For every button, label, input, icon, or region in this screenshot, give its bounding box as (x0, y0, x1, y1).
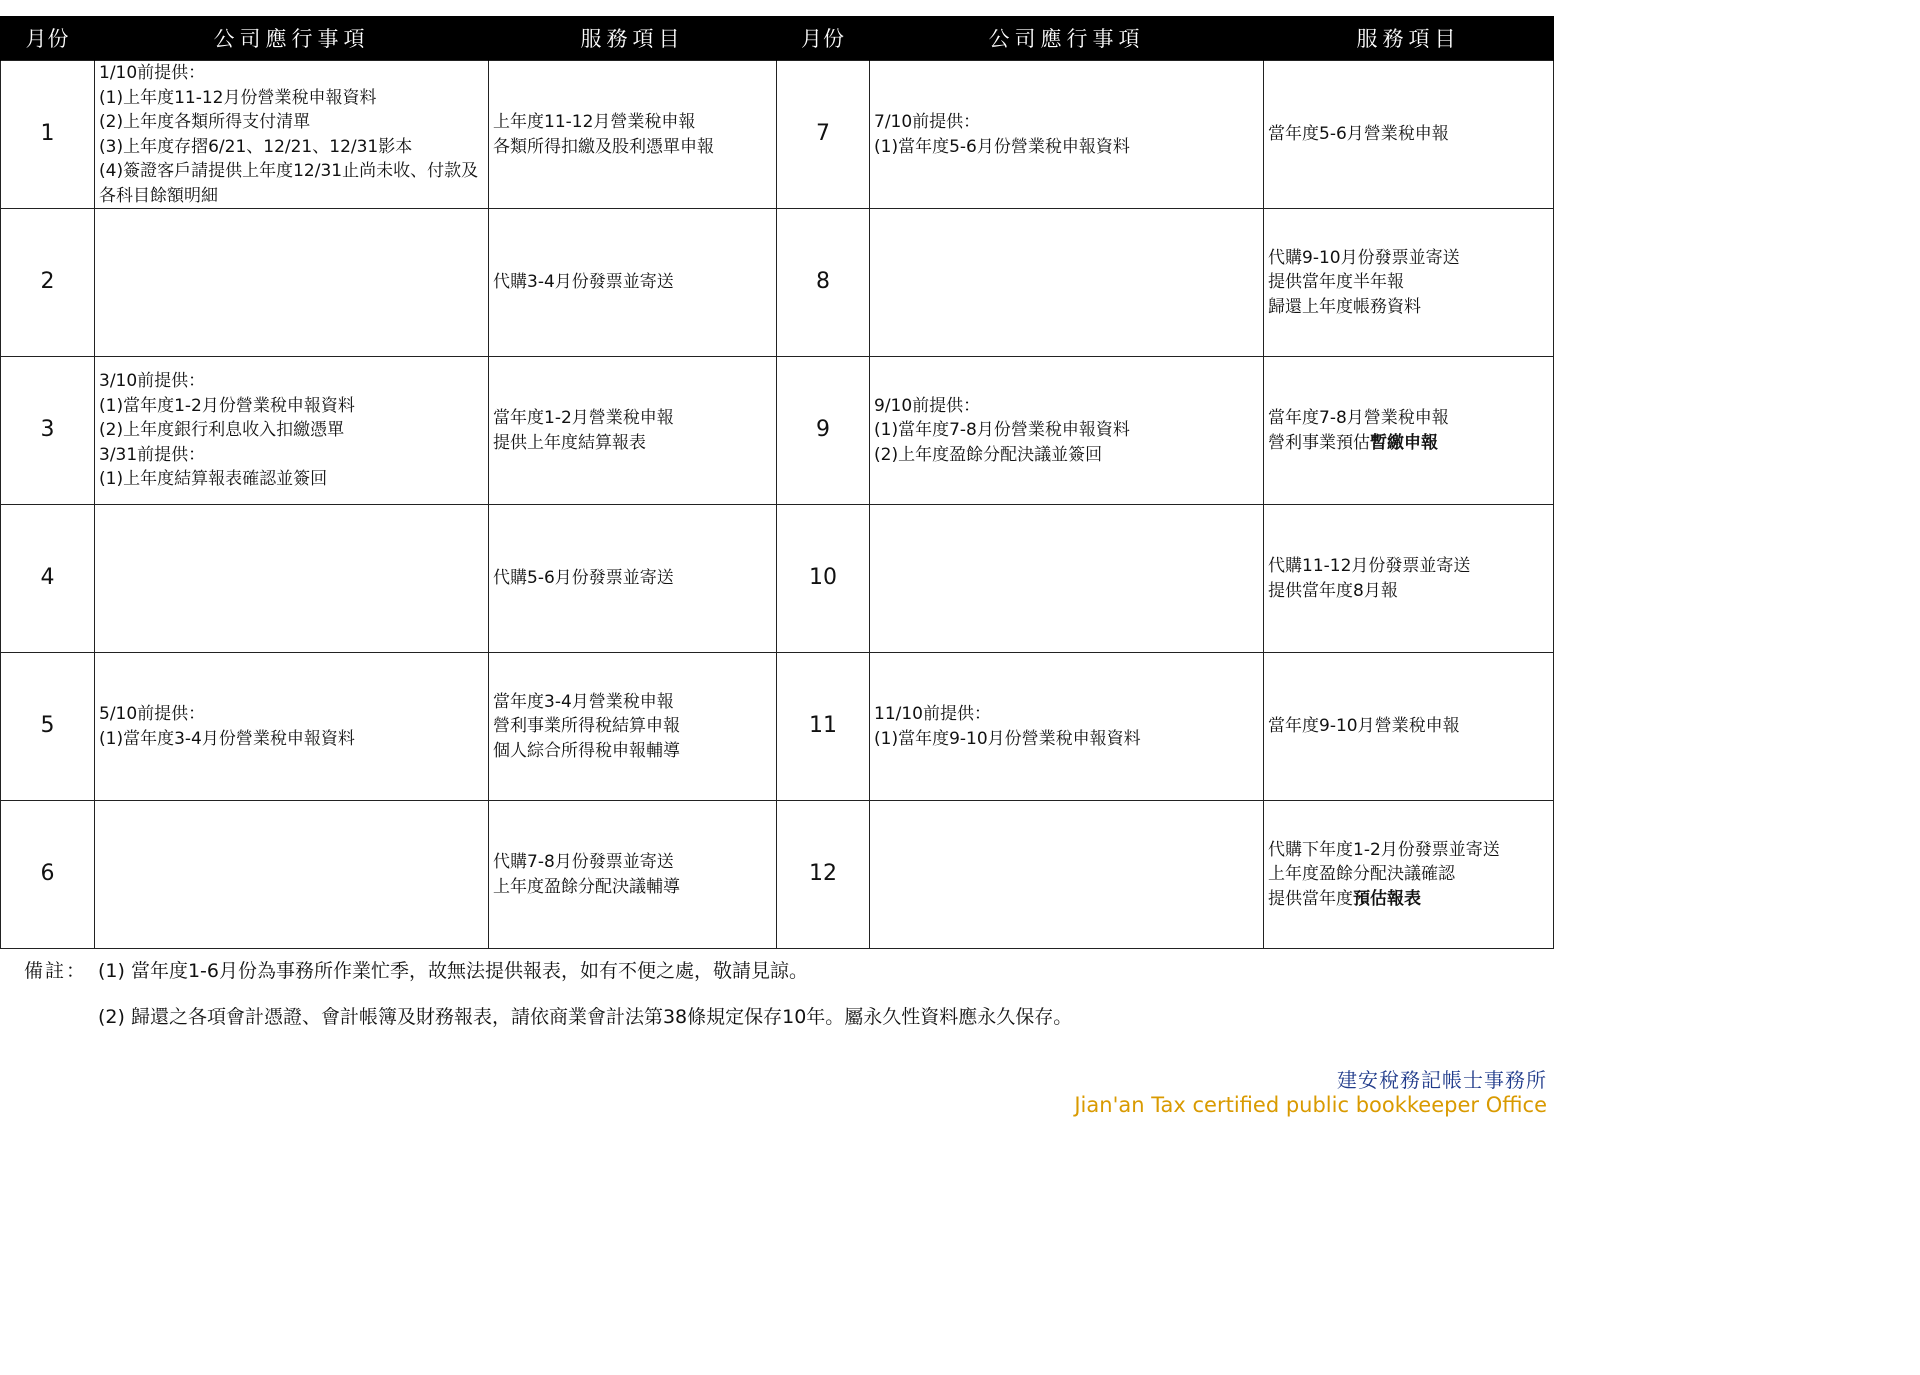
header-month-left: 月份 (1, 16, 95, 61)
services-cell (1264, 357, 1554, 505)
header-company-tasks-left: 公司應行事項 (95, 16, 489, 61)
company-tasks-cell: 11/10前提供： (1)當年度9-10月份營業稅申報資料 (870, 653, 1264, 801)
month-cell: 9 (777, 357, 870, 505)
notes-section (24, 957, 1072, 1049)
services-cell: 代購11-12月份發票並寄送 提供當年度8月報 (1264, 505, 1554, 653)
header-services-left: 服務項目 (489, 16, 777, 61)
services-cell (1264, 801, 1554, 949)
month-cell: 5 (1, 653, 95, 801)
note-text: (1) 當年度1-6月份為事務所作業忙季，故無法提供報表，如有不便之處，敬請見諒。 (98, 960, 808, 982)
services-line-plain: 營利事業預估 (1268, 432, 1370, 453)
services-cell: 代購9-10月份發票並寄送 提供當年度半年報 歸還上年度帳務資料 (1264, 209, 1554, 357)
services-line: 當年度7-8月營業稅申報 (1268, 408, 1449, 428)
month-cell: 7 (777, 61, 870, 209)
month-cell: 12 (777, 801, 870, 949)
company-tasks-cell (95, 209, 489, 357)
month-cell: 10 (777, 505, 870, 653)
company-tasks-cell: 5/10前提供： (1)當年度3-4月份營業稅申報資料 (95, 653, 489, 801)
services-cell: 當年度3-4月營業稅申報 營利事業所得稅結算申報 個人綜合所得稅申報輔導 (489, 653, 777, 801)
services-line-bold: 預估報表 (1353, 888, 1421, 909)
month-cell: 6 (1, 801, 95, 949)
company-tasks-cell: 1/10前提供： (1)上年度11-12月份營業稅申報資料 (2)上年度各類所得支付清單 (3)上年度存摺6/21、12/21、12/31影本 (4)簽證客戶請提供上年度12/31止尚未收、付款及各科目餘額明細 (95, 61, 489, 209)
month-cell: 3 (1, 357, 95, 505)
note-line (24, 957, 1072, 1003)
month-cell: 11 (777, 653, 870, 801)
schedule-table (0, 16, 1554, 949)
company-tasks-cell (95, 801, 489, 949)
office-name: 建安稅務記帳士事務所 (1337, 1068, 1547, 1092)
header-company-tasks-right: 公司應行事項 (870, 16, 1264, 61)
table-row (1, 505, 1554, 653)
company-tasks-cell: 9/10前提供： (1)當年度7-8月份營業稅申報資料 (2)上年度盈餘分配決議並簽回 (870, 357, 1264, 505)
header-month-right: 月份 (777, 16, 870, 61)
table-row (1, 653, 1554, 801)
services-cell: 代購5-6月份發票並寄送 (489, 505, 777, 653)
notes-label: 備註： (24, 960, 88, 982)
services-line-plain: 提供當年度 (1268, 888, 1353, 909)
services-cell: 代購3-4月份發票並寄送 (489, 209, 777, 357)
office-name-english: Jian'an Tax certified public bookkeeper Office (1074, 1093, 1547, 1117)
month-cell: 8 (777, 209, 870, 357)
services-cell: 當年度5-6月營業稅申報 (1264, 61, 1554, 209)
table-row (1, 61, 1554, 209)
services-cell: 代購7-8月份發票並寄送 上年度盈餘分配決議輔導 (489, 801, 777, 949)
company-tasks-cell (870, 801, 1264, 949)
company-tasks-cell (870, 505, 1264, 653)
services-line-bold: 暫繳申報 (1370, 432, 1438, 453)
services-cell: 上年度11-12月營業稅申報 各類所得扣繳及股利憑單申報 (489, 61, 777, 209)
services-cell: 當年度9-10月營業稅申報 (1264, 653, 1554, 801)
note-text: (2) 歸還之各項會計憑證、會計帳簿及財務報表，請依商業會計法第38條規定保存10年。屬永久性資料應永久保存。 (98, 1006, 1073, 1028)
company-tasks-cell (870, 209, 1264, 357)
month-cell: 4 (1, 505, 95, 653)
table-row (1, 357, 1554, 505)
month-cell: 2 (1, 209, 95, 357)
month-cell: 1 (1, 61, 95, 209)
table-row (1, 209, 1554, 357)
services-cell: 當年度1-2月營業稅申報 提供上年度結算報表 (489, 357, 777, 505)
services-line: 代購下年度1-2月份發票並寄送 (1268, 839, 1500, 860)
header-services-right: 服務項目 (1264, 16, 1554, 61)
company-tasks-cell: 3/10前提供： (1)當年度1-2月份營業稅申報資料 (2)上年度銀行利息收入扣繳憑單 3/31前提供： (1)上年度結算報表確認並簽回 (95, 357, 489, 505)
company-tasks-cell (95, 505, 489, 653)
note-line (24, 1003, 1072, 1049)
services-line: 上年度盈餘分配決議確認 (1268, 864, 1455, 885)
table-header-row (1, 16, 1554, 61)
company-tasks-cell: 7/10前提供： (1)當年度5-6月份營業稅申報資料 (870, 61, 1264, 209)
table-row (1, 801, 1554, 949)
